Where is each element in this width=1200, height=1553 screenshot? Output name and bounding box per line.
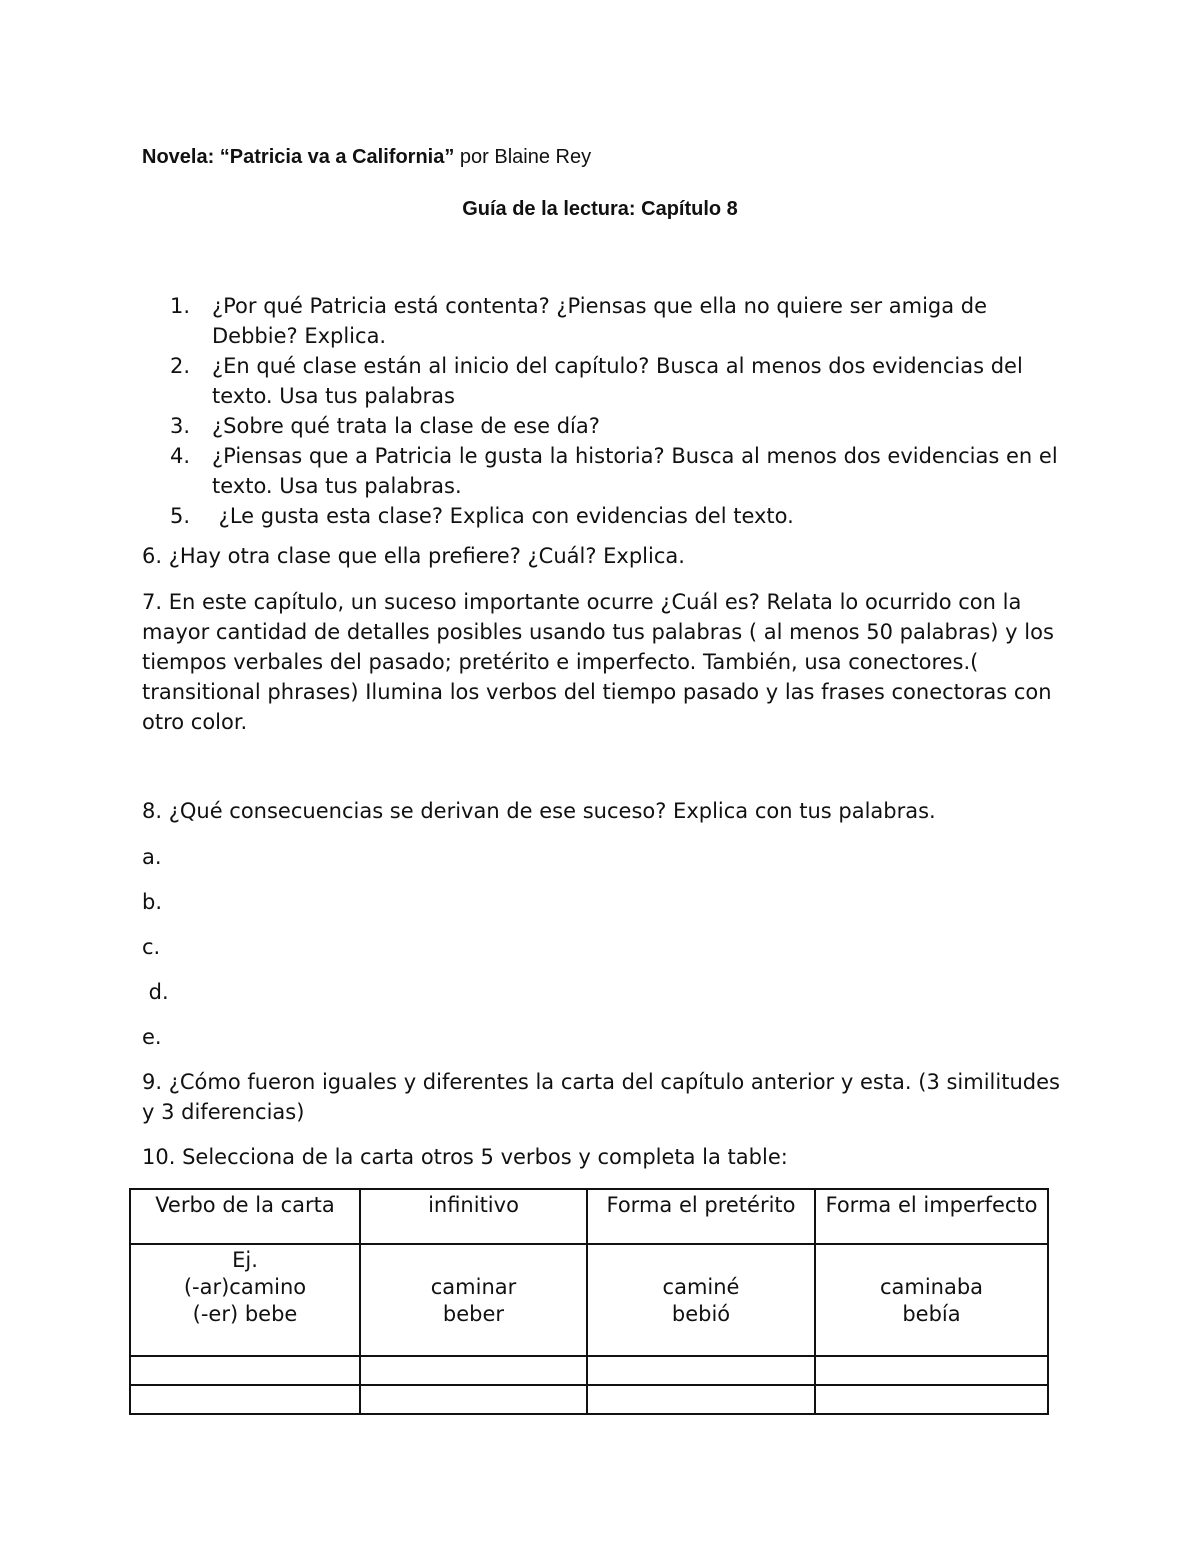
blank-cell[interactable]	[360, 1385, 587, 1414]
answer-letter-a: a.	[142, 845, 162, 869]
example-imperfect-cell	[815, 1244, 1048, 1356]
table-example-row	[130, 1244, 1048, 1356]
question-item	[170, 501, 1060, 531]
verb-table	[129, 1188, 1049, 1415]
blank-cell[interactable]	[360, 1356, 587, 1385]
answer-letter-d: d.	[142, 980, 169, 1004]
infinitive-er: beber	[442, 1302, 505, 1326]
question-number: 5.	[170, 504, 191, 528]
preterite-er: bebió	[671, 1302, 731, 1326]
question-item	[170, 441, 1060, 501]
question-text: ¿Por qué Patricia está contenta? ¿Piensas que ella no quiere ser amiga de Debbie? Explica.	[212, 294, 988, 348]
question-item	[170, 411, 1060, 441]
header-infinitive: infinitivo	[360, 1189, 587, 1244]
example-verb-er: (-er) bebe	[192, 1302, 298, 1326]
question-item	[170, 291, 1060, 351]
question-10: 10. Selecciona de la carta otros 5 verbos y completa la table:	[142, 1145, 788, 1169]
answer-letter-b: b.	[142, 890, 163, 914]
example-preterite-cell	[587, 1244, 815, 1356]
blank-cell[interactable]	[130, 1385, 360, 1414]
blank-cell[interactable]	[587, 1356, 815, 1385]
example-verb-cell	[130, 1244, 360, 1356]
question-text: ¿Piensas que a Patricia le gusta la historia? Busca al menos dos evidencias en el texto. Usa tus palabras.	[212, 444, 1058, 498]
header-verb-from-letter: Verbo de la carta	[130, 1189, 360, 1244]
question-7: 7. En este capítulo, un suceso importante ocurre ¿Cuál es? Relata lo ocurrido con la mayor cantidad de detalles posibles usando tus palabras ( al menos 50 palabras) y los tiempos verbales del pasado; pretérito e imperfecto. También, usa conectores.( transitional phrases) Ilumina los verbos del tiempo pasado y las frases conectoras con otro color.	[142, 590, 1054, 734]
blank-cell[interactable]	[815, 1385, 1048, 1414]
imperfect-ar: caminaba	[879, 1275, 984, 1299]
imperfect-er: bebía	[902, 1302, 961, 1326]
guide-title: Guía de la lectura: Capítulo 8	[462, 198, 738, 220]
question-8: 8. ¿Qué consecuencias se derivan de ese suceso? Explica con tus palabras.	[142, 799, 936, 823]
question-list	[170, 291, 1060, 531]
question-number: 2.	[170, 354, 191, 378]
example-label: Ej.	[232, 1248, 258, 1272]
question-text: ¿Sobre qué trata la clase de ese día?	[212, 414, 600, 438]
blank-cell[interactable]	[130, 1356, 360, 1385]
question-item	[170, 351, 1060, 411]
novel-author: por Blaine Rey	[454, 146, 592, 168]
answer-letter-c: c.	[142, 935, 161, 959]
question-6: 6. ¿Hay otra clase que ella prefiere? ¿Cuál? Explica.	[142, 544, 685, 568]
example-infinitive-cell	[360, 1244, 587, 1356]
preterite-ar: caminé	[662, 1275, 740, 1299]
question-number: 1.	[170, 294, 191, 318]
novel-title-line	[142, 146, 591, 169]
question-number: 4.	[170, 444, 191, 468]
infinitive-ar: caminar	[430, 1275, 517, 1299]
answer-letter-e: e.	[142, 1025, 162, 1049]
question-number: 3.	[170, 414, 191, 438]
header-imperfect: Forma el imperfecto	[815, 1189, 1048, 1244]
example-verb-ar: (-ar)camino	[183, 1275, 307, 1299]
question-text: ¿Le gusta esta clase? Explica con evidencias del texto.	[212, 504, 794, 528]
question-9: 9. ¿Cómo fueron iguales y diferentes la carta del capítulo anterior y esta. (3 similitudes y 3 diferencias)	[142, 1070, 1060, 1124]
table-blank-row	[130, 1385, 1048, 1414]
novel-title: Novela: “Patricia va a California”	[142, 146, 455, 168]
blank-cell[interactable]	[815, 1356, 1048, 1385]
question-text: ¿En qué clase están al inicio del capítulo? Busca al menos dos evidencias del texto. Usa tus palabras	[212, 354, 1023, 408]
table-blank-row	[130, 1356, 1048, 1385]
blank-cell[interactable]	[587, 1385, 815, 1414]
table-header-row	[130, 1189, 1048, 1244]
header-preterite: Forma el pretérito	[587, 1189, 815, 1244]
